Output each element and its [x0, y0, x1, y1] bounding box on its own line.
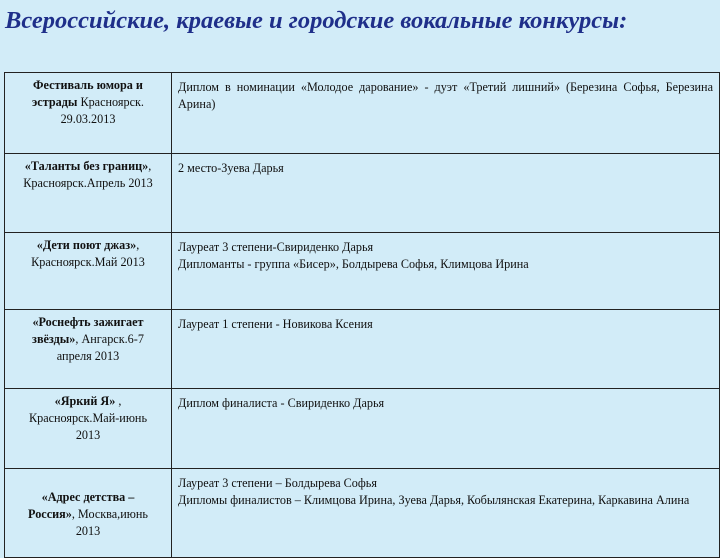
result-line: Лауреат 3 степени-Свириденко Дарья [178, 240, 374, 254]
event-details: апреля 2013 [56, 349, 120, 363]
event-details: , [136, 238, 140, 252]
event-line [11, 111, 165, 128]
result-cell [172, 154, 720, 233]
event-cell [5, 310, 172, 389]
event-cell [5, 469, 172, 558]
result-cell [172, 389, 720, 469]
table-row [5, 389, 720, 469]
table-row [5, 154, 720, 233]
event-details: , [115, 394, 122, 408]
event-line [11, 237, 165, 254]
event-line [11, 331, 165, 348]
event-line [11, 393, 165, 410]
event-name: «Адрес детства – [41, 489, 135, 504]
event-line [11, 94, 165, 111]
result-line: Дипломы финалистов – Климцова Ирина, Зуева Дарья, Кобылянская Екатерина, Каркавина Алина [178, 493, 690, 507]
event-details: Красноярск.Май 2013 [31, 255, 145, 269]
event-cell [5, 73, 172, 154]
event-details: 29.03.2013 [60, 112, 116, 126]
event-line [11, 506, 165, 523]
event-line [11, 77, 165, 94]
contests-table [4, 72, 720, 558]
event-name: «Таланты без границ» [24, 159, 149, 173]
slide-title: Всероссийские, краевые и городские вокальные конкурсы: [5, 7, 628, 34]
event-name: Фестиваль юмора и [33, 78, 143, 92]
event-line [11, 489, 165, 506]
event-cell [5, 233, 172, 310]
result-cell [172, 469, 720, 558]
event-details: , [148, 159, 152, 173]
table-row [5, 73, 720, 154]
event-line [11, 314, 165, 331]
contests-table-body [5, 73, 720, 558]
event-details: 2013 [75, 523, 101, 538]
event-details: Красноярск. [77, 95, 144, 109]
result-line: Лауреат 1 степени - Новикова Ксения [178, 317, 373, 331]
event-line [11, 175, 165, 192]
event-details: 2013 [75, 428, 101, 442]
result-cell [172, 310, 720, 389]
event-details: Красноярск.Май-июнь [28, 411, 148, 425]
event-name: Россия» [28, 506, 72, 521]
event-line [11, 158, 165, 175]
event-line [11, 410, 165, 427]
result-cell [172, 233, 720, 310]
result-line: 2 место-Зуева Дарья [178, 161, 284, 175]
result-cell [172, 73, 720, 154]
table-row [5, 233, 720, 310]
result-line: Диплом финалиста - Свириденко Дарья [178, 396, 385, 410]
event-name: эстрады [32, 95, 78, 109]
event-line [11, 523, 165, 540]
event-line [11, 254, 165, 271]
event-details: , Ангарск.6-7 [75, 332, 144, 346]
event-name: «Яркий Я» [54, 394, 116, 408]
event-details: , Москва,июнь [71, 506, 148, 521]
event-cell [5, 154, 172, 233]
result-line: Лауреат 3 степени – Болдырева Софья [178, 476, 377, 490]
result-line: Диплом в номинации «Молодое дарование» - дуэт «Третий лишний» (Березина Софья, Березина Арина) [178, 80, 713, 111]
event-cell [5, 389, 172, 469]
event-line [11, 427, 165, 444]
table-row [5, 469, 720, 558]
event-name: «Дети поют джаз» [36, 238, 137, 252]
event-name: звёзды» [32, 332, 76, 346]
table-row [5, 310, 720, 389]
event-line [11, 348, 165, 365]
event-details: Красноярск.Апрель 2013 [23, 176, 153, 190]
event-name: «Роснефть зажигает [32, 315, 144, 329]
result-line: Дипломанты - группа «Бисер», Болдырева Софья, Климцова Ирина [178, 257, 529, 271]
